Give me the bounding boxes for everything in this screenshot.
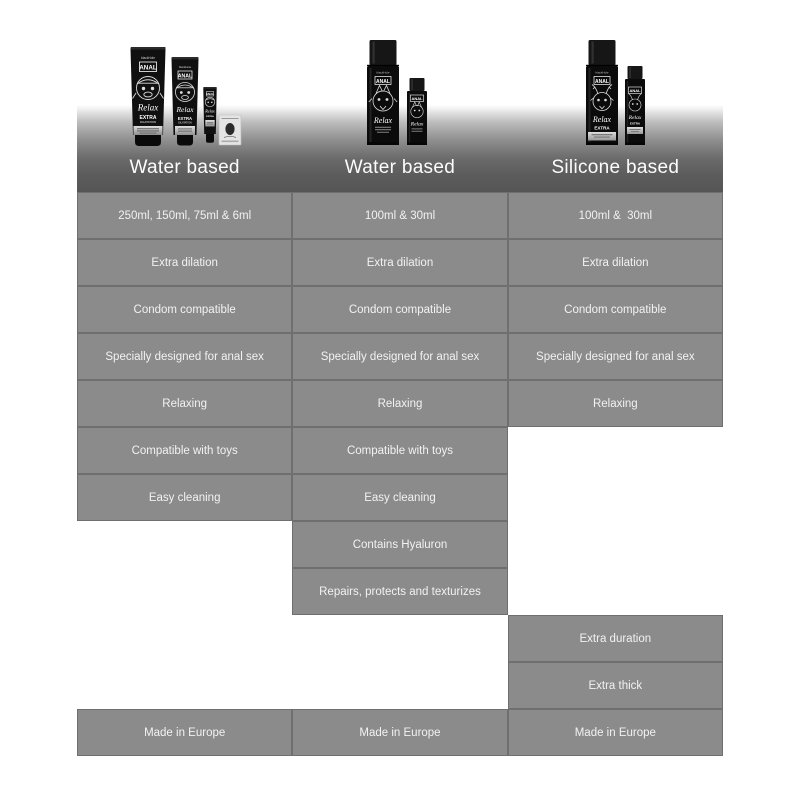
script-text: Relax <box>205 108 215 114</box>
claim-text: EXTRA <box>594 125 610 131</box>
claim-sub-text: DILATATION <box>178 121 192 125</box>
table-cell: 100ml & 30ml <box>508 192 723 239</box>
table-cell: Relaxing <box>292 380 507 427</box>
product-name-text: ANAL <box>139 64 157 72</box>
column-header-water-based-tubes: Water based <box>129 157 240 178</box>
claim-text: EXTRA <box>139 115 157 121</box>
table-cell: Specially designed for anal sex <box>508 333 723 380</box>
product-name-text: ANAL <box>629 88 641 94</box>
table-cell: Extra dilation <box>292 239 507 286</box>
brand-text: blackHole <box>376 70 390 75</box>
table-cell: 100ml & 30ml <box>292 192 507 239</box>
tube-150ml <box>172 57 199 146</box>
script-text: Relax <box>410 121 424 128</box>
product-name-text: ANAL <box>411 96 423 102</box>
gorilla-art-icon <box>225 123 234 135</box>
script-text: Relax <box>373 116 393 125</box>
bottle-30ml <box>625 66 645 145</box>
table-cell: Easy cleaning <box>77 474 292 521</box>
table-cell: 250ml, 150ml, 75ml & 6ml <box>77 192 292 239</box>
table-cell: Condom compatible <box>508 286 723 333</box>
table-cell: Made in Europe <box>77 709 292 756</box>
claim-text: EXTRA <box>629 121 641 126</box>
table-cell: Contains Hyaluron <box>292 521 507 568</box>
script-text: Relax <box>628 115 642 121</box>
script-text: Relax <box>137 102 159 113</box>
product-name-text: ANAL <box>177 73 193 80</box>
comparison-table <box>77 192 723 756</box>
table-cell: Specially designed for anal sex <box>77 333 292 380</box>
table-cell: Repairs, protects and texturizes <box>292 568 507 615</box>
product-name-text: ANAL <box>205 92 215 97</box>
claim-text: EXTRA <box>177 116 193 121</box>
tube-250ml <box>131 47 166 146</box>
product-photo-water-bottles <box>363 38 433 148</box>
table-cell: Extra dilation <box>77 239 292 286</box>
table-cell: Condom compatible <box>292 286 507 333</box>
tube-75ml <box>203 87 216 143</box>
product-photo-water-tubes <box>125 42 245 152</box>
brand-text: blackHole <box>178 65 192 69</box>
sachet-6ml <box>219 115 241 145</box>
bottle-100ml <box>586 40 618 145</box>
product-name-text: ANAL <box>595 78 609 85</box>
table-cell: Condom compatible <box>77 286 292 333</box>
table-cell: Made in Europe <box>508 709 723 756</box>
product-name-text: ANAL <box>376 78 390 85</box>
table-cell: Relaxing <box>77 380 292 427</box>
script-text: Relax <box>176 105 194 114</box>
table-cell: Compatible with toys <box>77 427 292 474</box>
table-cell: Extra dilation <box>508 239 723 286</box>
claim-text: EXTRA <box>206 116 214 118</box>
bottle-100ml <box>367 40 399 145</box>
table-cell: Easy cleaning <box>292 474 507 521</box>
brand-text: blackHole <box>595 70 609 75</box>
table-cell: Specially designed for anal sex <box>292 333 507 380</box>
brand-text: blackHole <box>141 56 155 60</box>
product-photo-silicone-bottles <box>582 38 652 148</box>
table-cell: Compatible with toys <box>292 427 507 474</box>
table-cell: Made in Europe <box>292 709 507 756</box>
column-header-water-based-bottles: Water based <box>344 157 456 178</box>
table-cell: Relaxing <box>508 380 723 427</box>
table-cell: Extra duration <box>508 615 723 662</box>
column-header-silicone-based: Silicone based <box>551 157 680 178</box>
table-cell: Extra thick <box>508 662 723 709</box>
bottle-30ml <box>407 78 427 145</box>
claim-sub-text: DILATATION <box>140 120 156 124</box>
script-text: Relax <box>592 115 612 124</box>
